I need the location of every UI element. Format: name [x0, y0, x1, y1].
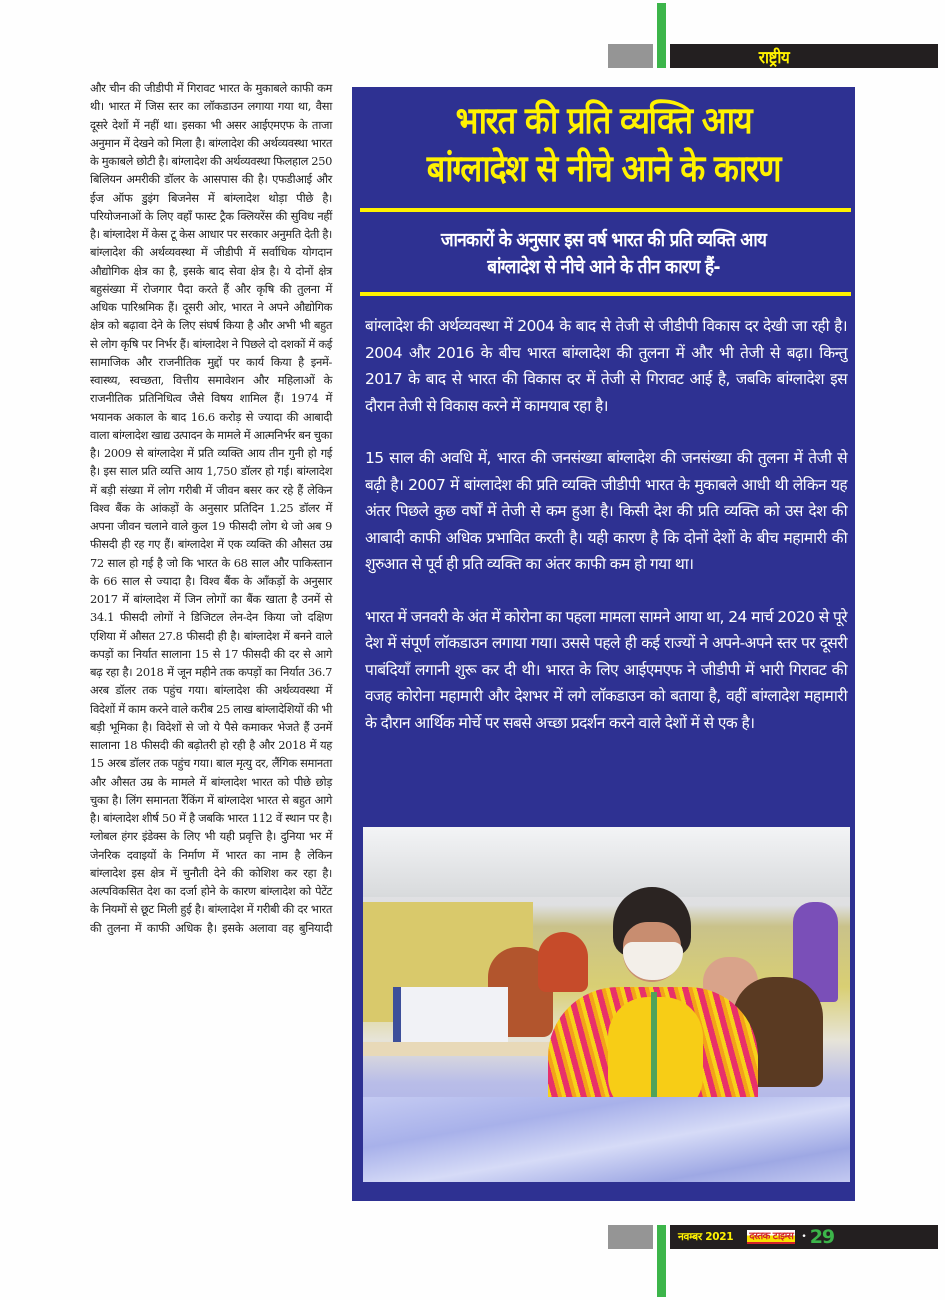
issue-date: नवम्बर 2021 — [678, 1231, 734, 1243]
yellow-divider-top — [360, 208, 851, 212]
photo-work-table — [363, 1042, 553, 1056]
garment-factory-photo — [363, 827, 850, 1182]
photo-blue-fabric — [363, 1097, 850, 1182]
section-header-bar — [670, 44, 938, 68]
reason-paragraph-3: भारत में जनवरी के अंत में कोरोना का पहला मामला सामने आया था, 24 मार्च 2020 से पूरे देश में संपूर्ण लॉकडाउन लगाया गया। उससे पहले ही कई राज्यों ने अपने-अपने स्तर पर दूसरी पाबंदियाँ लगानी शुरू कर दी थी। भारत के लिए आईएमएफ ने जीडीपी में भारी गिरावट की वजह कोरोना महामारी और देशभर में लगे लॉकडाउन को बताया है, वहीं बांग्लादेश महामारी के दौरान आर्थिक मोर्चे पर सबसे अच्छा प्रदर्शन करने वाले देशों में से एक है। — [365, 607, 847, 732]
headline-line-1: भारत की प्रति व्यक्ति आय — [455, 99, 752, 142]
feature-body — [365, 313, 847, 762]
subheadline-line-1: जानकारों के अनुसार इस वर्ष भारत की प्रति व्यक्ति आय — [440, 229, 767, 251]
footer-gray-block — [608, 1225, 653, 1249]
page-number: 29 — [809, 1226, 835, 1248]
headline-line-2: बांग्लादेश से नीचे आने के कारण — [426, 147, 781, 190]
header-green-bar — [657, 3, 666, 68]
header-gray-block — [608, 44, 653, 68]
footer-green-bar — [657, 1225, 666, 1297]
feature-panel — [352, 87, 855, 1201]
feature-headline — [352, 97, 855, 193]
reason-paragraph-1: बांग्लादेश की अर्थव्यवस्था में 2004 के बाद से तेजी से जीडीपी विकास दर देखी जा रही है। 2004 और 2016 के बीच भारत बांग्लादेश की तुलना में और भी तेजी से बढ़ा। किन्तु 2017 के बाद से भारत की विकास दर में तेजी से गिरावट आई है, जबकि बांग्लादेश इस दौरान तेजी से विकास करने में कामयाब रहा है। — [365, 317, 847, 415]
subheadline-line-2: बांग्लादेश से नीचे आने के तीन कारण हैं- — [487, 256, 720, 278]
footer-bar — [670, 1225, 938, 1249]
reason-paragraph-2: 15 साल की अवधि में, भारत की जनसंख्या बांग्लादेश की जनसंख्या की तुलना में तेजी से बढ़ी है। 2007 में बांग्लादेश की प्रति व्यक्ति जीडीपी भारत के मुकाबले आधी थी लेकिन यह अंतर पिछले कुछ वर्षों में तेजी से कम हुआ है। किसी देश की प्रति व्यक्ति को उस देश की आबादी काफी अधिक प्रभावित करती है। यही कारण है कि दोनों देशों के बीच महामारी की शुरुआत से पूर्व ही प्रति व्यक्ति का अंतर काफी कम हो गया था। — [365, 449, 847, 573]
photo-sewing-machine — [393, 987, 508, 1042]
feature-subheadline — [352, 227, 855, 281]
left-column-text: और चीन की जीडीपी में गिरावट भारत के मुकाबले काफी कम थी। भारत में जिस स्तर का लॉकडाउन लगाया गया था, वैसा दूसरे देशों में नहीं था। इसका भी असर आईएमएफ के ताजा अनुमान में देखने को मिला है। बांग्लादेश की अर्थव्यवस्था भारत के मुकाबले छोटी है। बांग्लादेश की अर्थव्यवस्था फिलहाल 250 बिलियन अमरीकी डॉलर के आसपास की है। एफडीआई और ईज ऑफ डुइंग बिजनेस में बांग्लादेश थोड़ा पीछे है। परियोजनाओं के लिए वहाँ फास्ट ट्रैक क्लियरेंस की सुविध नहीं है। बांग्लादेश में केस टू केस आधार पर सरकार अनुमति देती है। बांग्लादेश की अर्थव्यवस्था में जीडीपी में सर्वाधिक योगदान औद्योगिक क्षेत्र का है, इसके बाद सेवा क्षेत्र है। ये दोनों क्षेत्र बहुसंख्या में रोजगार पैदा करते हैं और कृषि की तुलना में अधिक पारिश्रमिक हैं। दूसरी ओर, भारत ने अपने औद्योगिक क्षेत्र को बढ़ावा देने के लिए संघर्ष किया है और अभी भी बहुत से लोग कृषि पर निर्भर हैं। बांग्लादेश ने पिछले दो दशकों में कई सामाजिक और राजनीतिक मुद्दों पर कार्य किया है इनमें-स्वास्थ्य, स्वच्छता, वित्तीय समावेशन और महिलाओं के राजनीतिक प्रतिनिधित्व जैसे विषय शामिल हैं। 1974 में भयानक अकाल के बाद 16.6 करोड़ से ज्यादा की आबादी वाला बांग्लादेश खाद्य उत्पादन के मामले में आत्मनिर्भर बन चुका है। 2009 से बांग्लादेश में प्रति व्यक्ति आय तीन गुनी हो गई है। इस साल प्रति व्यत्ति आय 1,750 डॉलर हो गई। बांग्लादेश में बड़ी संख्या में लोग गरीबी में जीवन बसर कर रहे हैं लेकिन विश्व बैंक के आंकड़ों के अनुसार प्रतिदिन 1.25 डॉलर में अपना जीवन चलाने वाले कुल 19 फीसदी लोग थे जो अब 9 फीसदी ही रह गए हैं। बांग्लादेश में एक व्यक्ति की औसत उम्र 72 साल हो गई है जो कि भारत के 68 साल और पाकिस्तान के 66 साल से ज्यादा है। विश्व बैंक के आँकड़ों के अनुसार 2017 में बांग्लादेश में जिन लोगों का बैंक खाता है उनमें से 34.1 फीसदी लोगों ने डिजिटल लेन-देन किया जो दक्षिण एशिया में औसत 27.8 फीसदी ही है। बांग्लादेश में बनने वाले कपड़ों का निर्यात सालाना 15 से 17 फीसदी की दर से आगे बढ़ रहा है। 2018 में जून महीने तक कपड़ों का निर्यात 36.7 अरब डॉलर तक पहुंच गया। बांग्लादेश की अर्थव्यवस्था में विदेशों में काम करने वाले करीब 25 लाख बांग्लादेशियों की भी बड़ी भूमिका है। विदेशों से जो ये पैसे कमाकर भेजते हैं उनमें सालाना 18 फीसदी की बढ़ोतरी हो रही है और 2018 में यह 15 अरब डॉलर तक पहुंच गया। बाल मृत्यु दर, लैंगिक समानता और औसत उम्र के मामले में बांग्लादेश भारत को पीछे छोड़ चुका है। लिंग समानता रैंकिंग में बांग्लादेश भारत से बहुत आगे है। बांग्लादेश शीर्ष 50 में है जबकि भारत 112 वें स्थान पर है। ग्लोबल हंगर इंडेक्स के लिए भी यही प्रवृत्ति है। दुनिया भर में जेनरिक दवाइयों के निर्माण में भारत का नाम है लेकिन बांग्लादेश इस क्षेत्र में चुनौती देने की कोशिश कर रहा है। अल्पविकसित देश का दर्जा होने के कारण बांग्लादेश को पेटेंट के नियमों से छूट मिली हुई है। बांग्लादेश में गरीबी की दर भारत की तुलना में काफी अधिक है। इसके अलावा वह बुनियादी — [90, 81, 332, 935]
article-left-column — [90, 79, 332, 937]
magazine-logo: दस्तक टाइम्स — [749, 1231, 794, 1242]
yellow-divider-bottom — [360, 292, 851, 296]
bullet-separator: • — [801, 1232, 807, 1242]
section-label: राष्ट्रीय — [758, 47, 790, 68]
